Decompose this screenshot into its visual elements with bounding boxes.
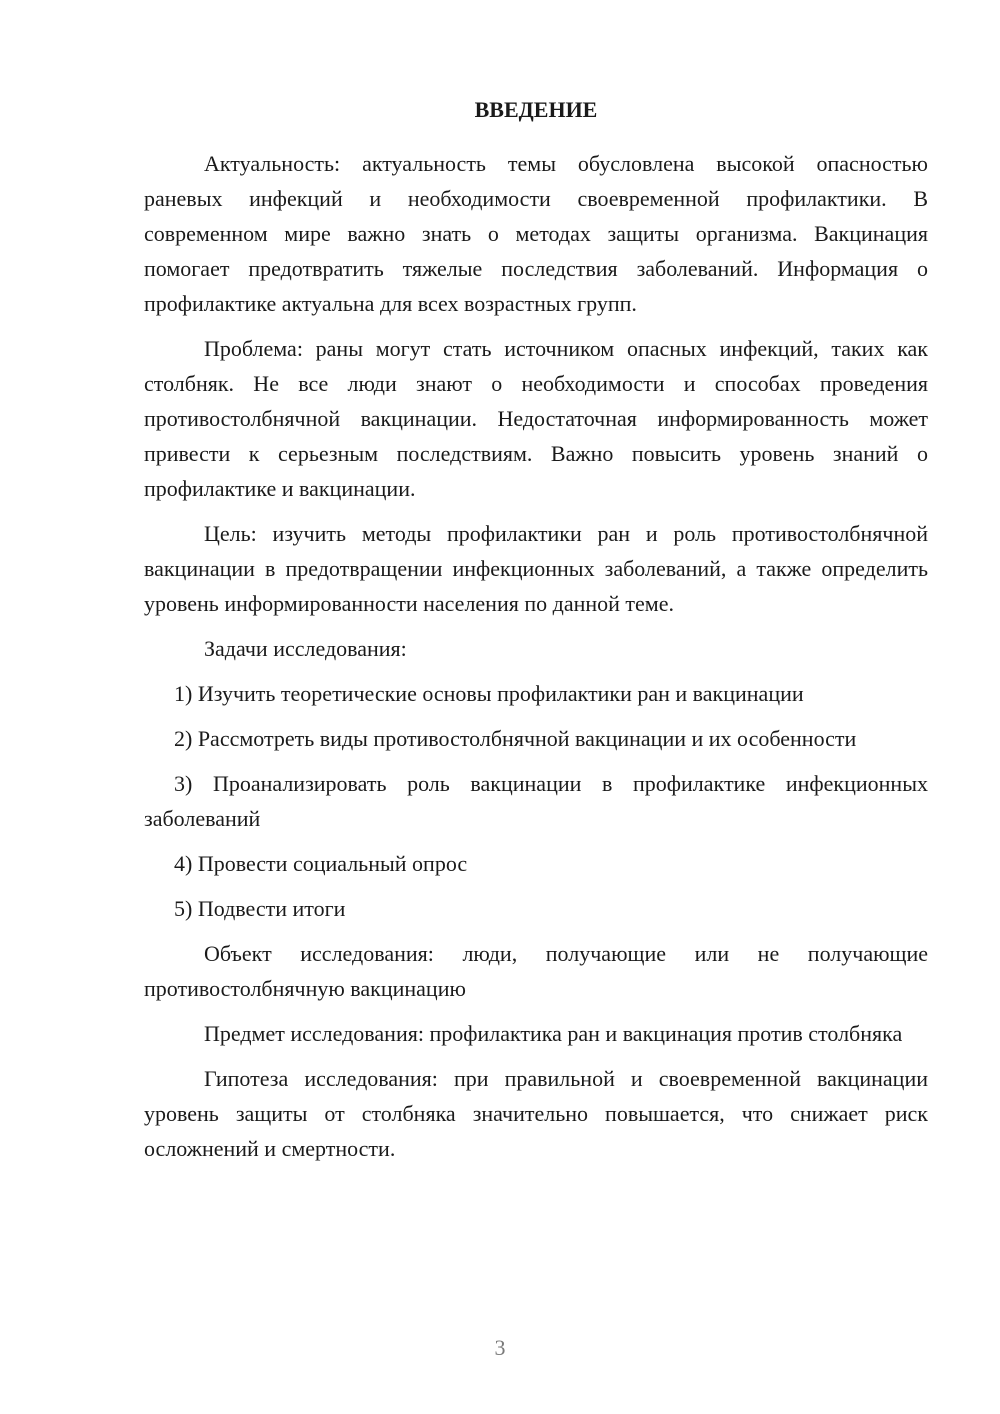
paragraph-hypothesis: Гипотеза исследования: при правильной и своевременной вакцинации уровень защиты от столбняка значительно повышается, что снижает риск осложнений и смертности.	[144, 1066, 928, 1161]
page-number: 3	[494, 1335, 506, 1360]
paragraph-subject: Предмет исследования: профилактика ран и вакцинация против столбняка	[204, 1021, 903, 1046]
task-item-2: 2) Рассмотреть виды противостолбнячной вакцинации и их особенности	[174, 726, 857, 751]
task-item-4: 4) Провести социальный опрос	[174, 851, 468, 876]
task-item-1: 1) Изучить теоретические основы профилактики ран и вакцинации	[174, 681, 804, 706]
paragraph-goal: Цель: изучить методы профилактики ран и роль противостолбнячной вакцинации в предотвращении инфекционных заболеваний, а также определить уровень информированности населения по данной теме.	[144, 521, 928, 616]
document-page	[144, 96, 928, 1176]
paragraph-relevance: Актуальность: актуальность темы обусловлена высокой опасностью раневых инфекций и необходимости своевременной профилактики. В современном мире важно знать о методах защиты организма. Вакцинация помогает предотвратить тяжелые последствия заболеваний. Информация о профилактике актуальна для всех возрастных групп.	[144, 151, 928, 316]
task-item-3: 3) Проанализировать роль вакцинации в профилактике инфекционных заболеваний	[144, 771, 928, 831]
page-title: ВВЕДЕНИЕ	[474, 97, 598, 122]
paragraph-object: Объект исследования: люди, получающие или не получающие противостолбнячную вакцинацию	[144, 941, 928, 1001]
paragraph-problem: Проблема: раны могут стать источником опасных инфекций, таких как столбняк. Не все люди знают о необходимости и способах проведения противостолбнячной вакцинации. Недостаточная информированность может привести к серьезным последствиям. Важно повысить уровень знаний о профилактике и вакцинации.	[144, 336, 928, 501]
task-item-5: 5) Подвести итоги	[174, 896, 346, 921]
paragraph-tasks-heading: Задачи исследования:	[204, 636, 407, 661]
